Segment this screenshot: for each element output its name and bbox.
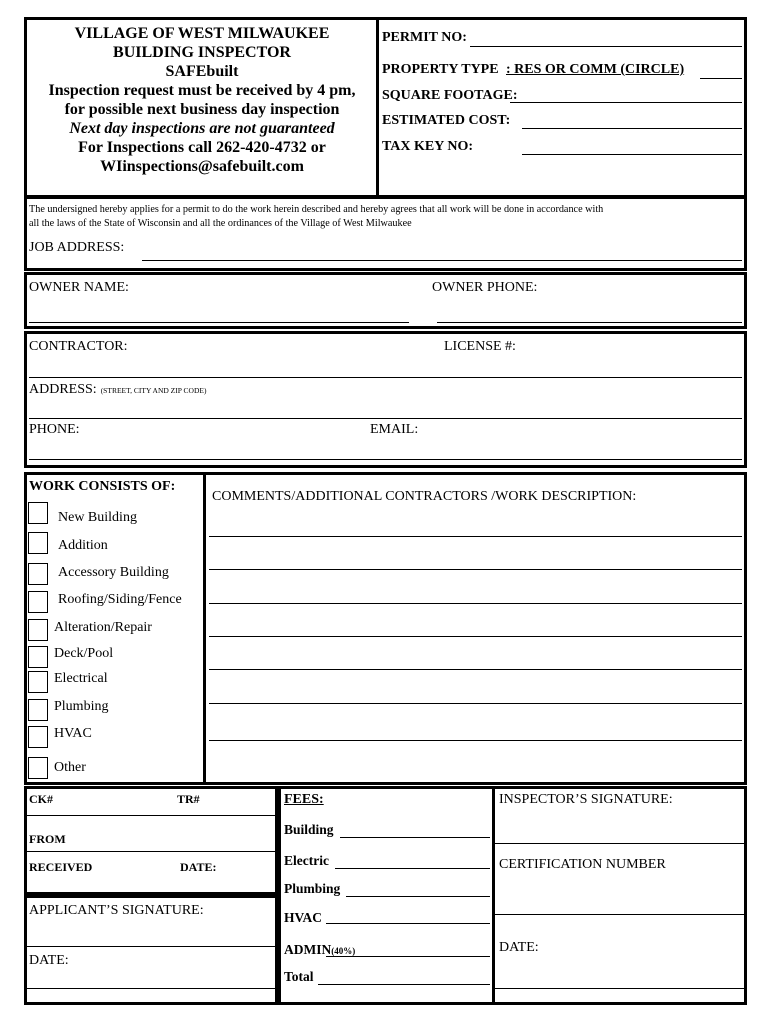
contractor-email-label: EMAIL: [370,422,419,437]
fee-electric-line[interactable] [335,868,490,869]
label-other: Other [54,760,86,775]
label-electrical: Electrical [54,671,108,686]
label-hvac: HVAC [54,726,92,741]
fee-total-line[interactable] [318,984,490,985]
owner-phone-label: OWNER PHONE: [432,280,538,295]
from-label: FROM [29,832,66,846]
village-title: VILLAGE OF WEST MILWAUKEE [74,25,330,42]
phone-email-line[interactable] [29,459,742,460]
tr-label: TR# [177,792,200,806]
checkbox-electrical[interactable] [28,671,48,693]
checkbox-roofing-siding-fence[interactable] [28,591,48,613]
ck-line[interactable] [26,815,276,816]
label-new-building: New Building [58,510,137,525]
comments-heading: COMMENTS/ADDITIONAL CONTRACTORS /WORK DESCRIPTION: [212,489,637,504]
ck-label: CK# [29,792,53,806]
declaration-text-2: all the laws of the State of Wisconsin and all the ordinances of the Village of West Milwaukee [29,218,412,229]
comment-line[interactable] [209,740,742,741]
property-type-line[interactable] [700,78,742,79]
estimated-cost-label: ESTIMATED COST: [382,113,511,128]
estimated-cost-line[interactable] [522,128,742,129]
permit-no-line[interactable] [470,46,742,47]
label-plumbing: Plumbing [54,699,109,714]
checkbox-deck-pool[interactable] [28,646,48,668]
comment-line[interactable] [209,603,742,604]
checkbox-new-building[interactable] [28,502,48,524]
declaration-text-1: The undersigned hereby applies for a permit to do the work herein described and hereby agrees that all work will be done in accordance with [29,204,604,215]
owner-name-line[interactable] [29,322,409,323]
comment-line[interactable] [209,636,742,637]
comment-line[interactable] [209,536,742,537]
address-line[interactable] [29,418,742,419]
comment-line[interactable] [209,703,742,704]
company-name: SAFEbuilt [165,63,239,80]
inspector-signature-label: INSPECTOR’S SIGNATURE: [499,792,673,807]
tax-key-line[interactable] [522,154,742,155]
work-heading: WORK CONSISTS OF: [29,479,176,494]
fee-hvac-line[interactable] [326,923,490,924]
job-address-label: JOB ADDRESS: [29,240,125,255]
fee-admin-line[interactable] [326,956,490,957]
received-date-label: DATE: [180,860,217,874]
fee-building-label: Building [284,822,334,837]
certification-number-line[interactable] [495,914,745,915]
label-accessory-building: Accessory Building [58,565,169,580]
comment-line[interactable] [209,569,742,570]
email-notice: WIinspections@safebuilt.com [100,158,304,175]
fee-building-line[interactable] [340,837,490,838]
address-hint: (STREET, CITY AND ZIP CODE) [100,386,207,395]
label-alteration-repair: Alteration/Repair [54,620,152,635]
owner-name-label: OWNER NAME: [29,280,129,295]
inspector-box [492,786,747,1005]
fee-plumbing-line[interactable] [346,896,490,897]
checkbox-alteration-repair[interactable] [28,619,48,641]
address-label-text: ADDRESS: [29,382,97,397]
deadline-notice: Inspection request must be received by 4 pm, [48,82,356,99]
phone-notice: For Inspections call 262-420-4732 or [78,139,326,156]
address-label [29,380,206,398]
comment-line[interactable] [209,669,742,670]
fee-hvac-label: HVAC [284,910,323,925]
fee-total-label: Total [284,969,314,984]
inspector-date-label: DATE: [499,940,539,955]
applicant-signature-line[interactable] [26,946,276,947]
permit-no-label: PERMIT NO: [382,30,467,45]
checkbox-accessory-building[interactable] [28,563,48,585]
label-deck-pool: Deck/Pool [54,646,114,661]
checkbox-plumbing[interactable] [28,699,48,721]
checkbox-addition[interactable] [28,532,48,554]
fee-plumbing-label: Plumbing [284,881,341,896]
work-divider [203,472,206,785]
applicant-date-label: DATE: [29,953,69,968]
certification-number-label: CERTIFICATION NUMBER [499,857,666,872]
fee-admin-percent: (40%) [331,946,356,956]
checkbox-other[interactable] [28,757,48,779]
contractor-line[interactable] [29,377,742,378]
checkbox-hvac[interactable] [28,726,48,748]
contractor-label: CONTRACTOR: [29,339,128,354]
property-type-label: PROPERTY TYPE [382,62,499,77]
inspector-date-line[interactable] [495,988,745,989]
fee-electric-label: Electric [284,853,329,868]
owner-phone-line[interactable] [437,322,742,323]
contractor-phone-label: PHONE: [29,422,80,437]
label-addition: Addition [58,538,108,553]
job-address-line[interactable] [142,260,742,261]
license-label: LICENSE #: [444,339,516,354]
property-type-options[interactable]: : RES OR COMM (CIRCLE) [506,62,685,77]
applicant-signature-label: APPLICANT’S SIGNATURE: [29,903,204,918]
square-footage-label: SQUARE FOOTAGE: [382,88,518,103]
label-roofing-siding-fence: Roofing/Siding/Fence [58,592,182,607]
inspector-signature-line[interactable] [495,843,745,844]
received-label: RECEIVED [29,860,93,874]
tax-key-label: TAX KEY NO: [382,139,473,154]
next-day-notice: for possible next business day inspection [64,101,340,118]
guarantee-notice: Next day inspections are not guaranteed [69,120,335,137]
applicant-date-line[interactable] [26,988,276,989]
header-divider [376,17,379,198]
square-footage-line[interactable] [510,102,742,103]
contractor-section [24,331,747,468]
fees-heading: FEES: [284,792,324,807]
owner-section [24,272,747,329]
fee-admin-text: ADMIN [284,942,332,957]
department-title: BUILDING INSPECTOR [113,44,291,61]
from-line[interactable] [26,851,276,852]
